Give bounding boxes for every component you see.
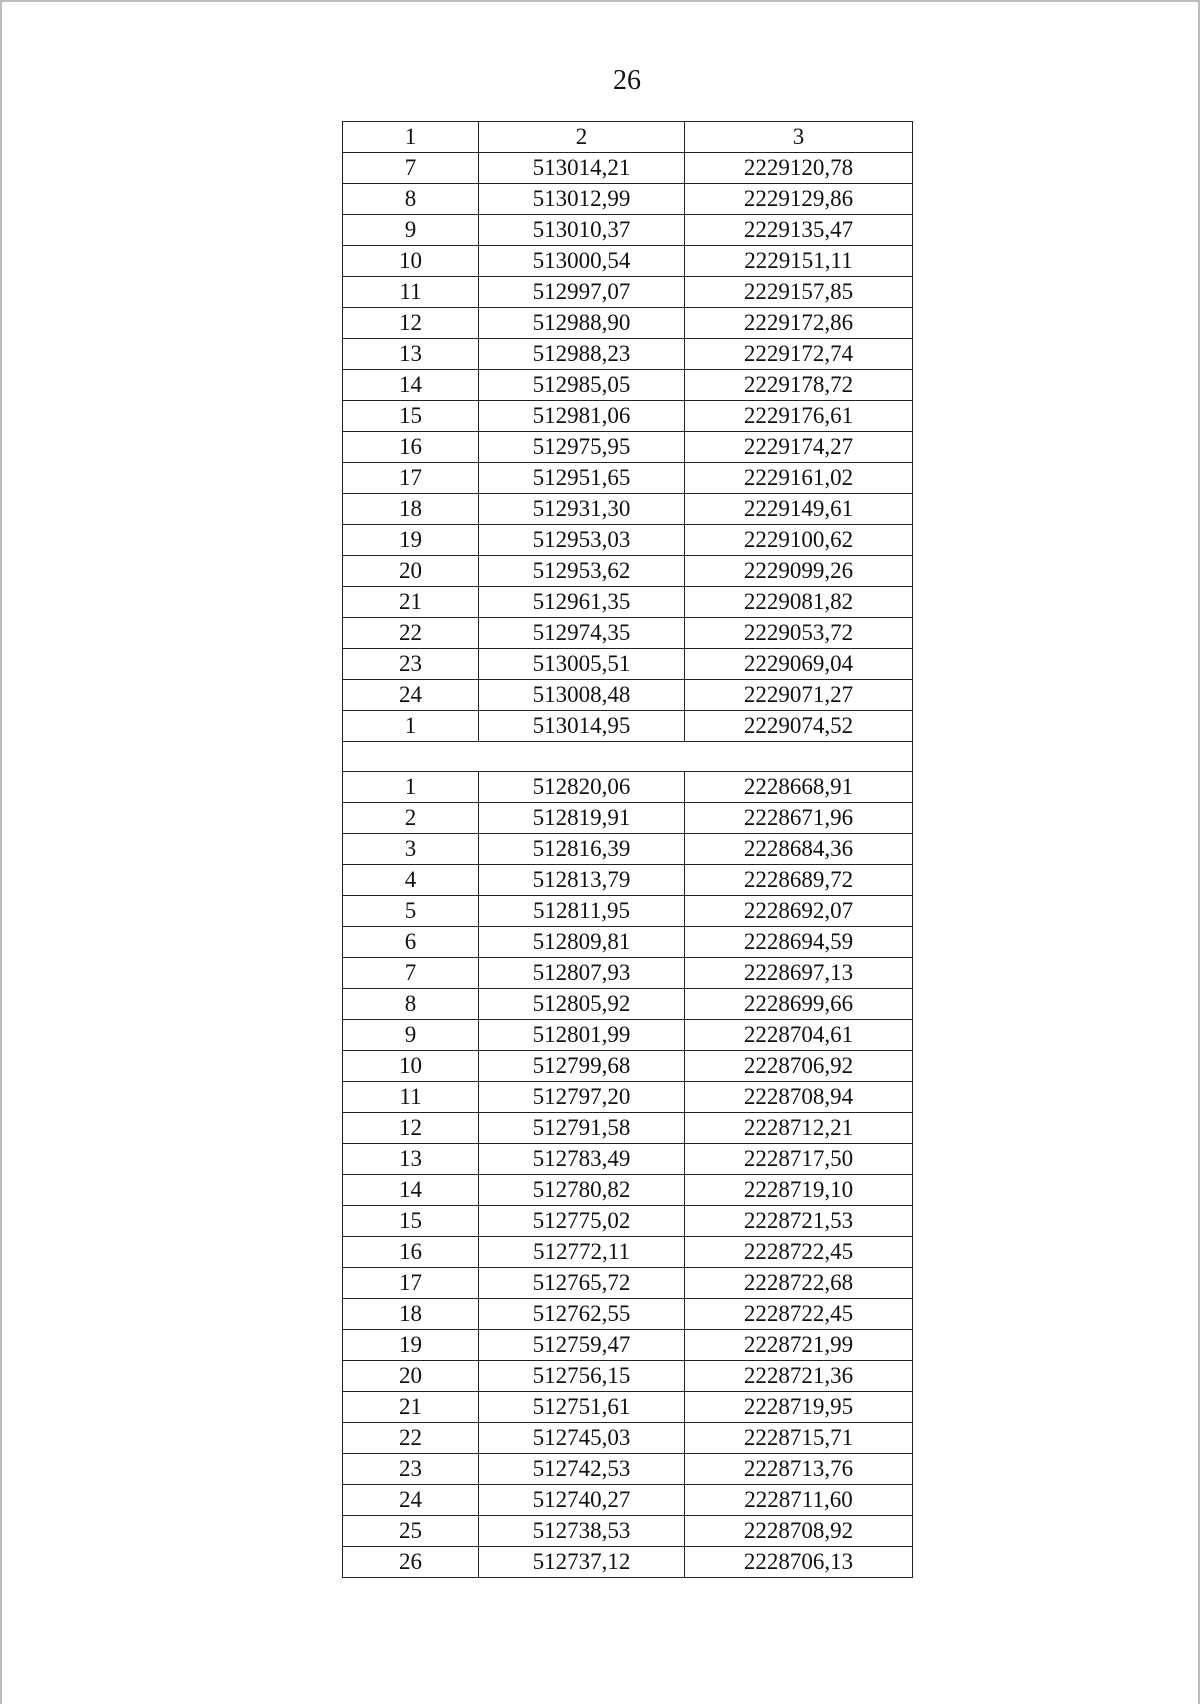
point-number-cell: 22 [343, 618, 479, 649]
y-coordinate-cell: 2229071,27 [685, 680, 913, 711]
x-coordinate-cell: 512988,23 [479, 339, 685, 370]
y-coordinate-cell: 2228721,99 [685, 1330, 913, 1361]
y-coordinate-cell: 2229176,61 [685, 401, 913, 432]
scan-edge-top [0, 0, 1200, 2]
x-coordinate-cell: 513012,99 [479, 184, 685, 215]
point-number-cell: 9 [343, 1020, 479, 1051]
point-number-cell: 8 [343, 184, 479, 215]
x-coordinate-cell: 512953,03 [479, 525, 685, 556]
point-number-cell: 7 [343, 958, 479, 989]
x-coordinate-cell: 512805,92 [479, 989, 685, 1020]
x-coordinate-cell: 512811,95 [479, 896, 685, 927]
x-coordinate-cell: 512772,11 [479, 1237, 685, 1268]
y-coordinate-cell: 2228713,76 [685, 1454, 913, 1485]
point-number-cell: 8 [343, 989, 479, 1020]
x-coordinate-cell: 512975,95 [479, 432, 685, 463]
x-coordinate-cell: 512775,02 [479, 1206, 685, 1237]
y-coordinate-cell: 2229053,72 [685, 618, 913, 649]
table-row [343, 1113, 913, 1144]
x-coordinate-cell: 512738,53 [479, 1516, 685, 1547]
y-coordinate-cell: 2228708,94 [685, 1082, 913, 1113]
y-coordinate-cell: 2228689,72 [685, 865, 913, 896]
table-row [343, 865, 913, 896]
y-coordinate-cell: 2229074,52 [685, 711, 913, 742]
y-coordinate-cell: 2229069,04 [685, 649, 913, 680]
y-coordinate-cell: 2228712,21 [685, 1113, 913, 1144]
y-coordinate-cell: 2229100,62 [685, 525, 913, 556]
y-coordinate-cell: 2228671,96 [685, 803, 913, 834]
x-coordinate-cell: 512791,58 [479, 1113, 685, 1144]
x-coordinate-cell: 512988,90 [479, 308, 685, 339]
point-number-cell: 4 [343, 865, 479, 896]
y-coordinate-cell: 2228706,92 [685, 1051, 913, 1082]
point-number-cell: 26 [343, 1547, 479, 1578]
table-row [343, 1175, 913, 1206]
table-row [343, 525, 913, 556]
x-coordinate-cell: 513014,21 [479, 153, 685, 184]
y-coordinate-cell: 2228719,95 [685, 1392, 913, 1423]
table-row [343, 1330, 913, 1361]
x-coordinate-cell: 512951,65 [479, 463, 685, 494]
y-coordinate-cell: 2228697,13 [685, 958, 913, 989]
table-row [343, 1361, 913, 1392]
table-row [343, 649, 913, 680]
table-row [343, 401, 913, 432]
table-row [343, 711, 913, 742]
x-coordinate-cell: 512759,47 [479, 1330, 685, 1361]
y-coordinate-cell: 2228715,71 [685, 1423, 913, 1454]
x-coordinate-cell: 513000,54 [479, 246, 685, 277]
x-coordinate-cell: 512737,12 [479, 1547, 685, 1578]
table-row [343, 1485, 913, 1516]
y-coordinate-cell: 2229157,85 [685, 277, 913, 308]
point-number-cell: 2 [343, 803, 479, 834]
x-coordinate-cell: 512797,20 [479, 1082, 685, 1113]
y-coordinate-cell: 2229129,86 [685, 184, 913, 215]
point-number-cell: 15 [343, 1206, 479, 1237]
point-number-cell: 6 [343, 927, 479, 958]
point-number-cell: 18 [343, 494, 479, 525]
table-row [343, 308, 913, 339]
x-coordinate-cell: 512985,05 [479, 370, 685, 401]
point-number-cell: 5 [343, 896, 479, 927]
table-row [343, 587, 913, 618]
point-number-cell: 7 [343, 153, 479, 184]
y-coordinate-cell: 2229178,72 [685, 370, 913, 401]
x-coordinate-cell: 512780,82 [479, 1175, 685, 1206]
table-row [343, 834, 913, 865]
y-coordinate-cell: 2228699,66 [685, 989, 913, 1020]
x-coordinate-cell: 512742,53 [479, 1454, 685, 1485]
table-row [343, 215, 913, 246]
header-cell-x: 2 [479, 122, 685, 153]
point-number-cell: 10 [343, 246, 479, 277]
table-row [343, 1423, 913, 1454]
x-coordinate-cell: 513005,51 [479, 649, 685, 680]
y-coordinate-cell: 2228722,68 [685, 1268, 913, 1299]
page-number: 26 [613, 65, 641, 96]
y-coordinate-cell: 2228668,91 [685, 772, 913, 803]
x-coordinate-cell: 512799,68 [479, 1051, 685, 1082]
point-number-cell: 16 [343, 432, 479, 463]
table-row [343, 1020, 913, 1051]
table-header-row [343, 122, 913, 153]
table-row [343, 277, 913, 308]
x-coordinate-cell: 512997,07 [479, 277, 685, 308]
y-coordinate-cell: 2229161,02 [685, 463, 913, 494]
point-number-cell: 11 [343, 1082, 479, 1113]
y-coordinate-cell: 2228684,36 [685, 834, 913, 865]
point-number-cell: 20 [343, 556, 479, 587]
point-number-cell: 22 [343, 1423, 479, 1454]
table-row [343, 1206, 913, 1237]
point-number-cell: 21 [343, 587, 479, 618]
point-number-cell: 13 [343, 339, 479, 370]
header-cell-point: 1 [343, 122, 479, 153]
table-row [343, 618, 913, 649]
x-coordinate-cell: 512751,61 [479, 1392, 685, 1423]
y-coordinate-cell: 2229099,26 [685, 556, 913, 587]
table-row [343, 184, 913, 215]
x-coordinate-cell: 512974,35 [479, 618, 685, 649]
point-number-cell: 16 [343, 1237, 479, 1268]
table-row [343, 339, 913, 370]
y-coordinate-cell: 2229120,78 [685, 153, 913, 184]
x-coordinate-cell: 513008,48 [479, 680, 685, 711]
y-coordinate-cell: 2228694,59 [685, 927, 913, 958]
point-number-cell: 12 [343, 308, 479, 339]
table-row [343, 896, 913, 927]
x-coordinate-cell: 512809,81 [479, 927, 685, 958]
scan-edge-left [0, 0, 2, 1704]
x-coordinate-cell: 512740,27 [479, 1485, 685, 1516]
y-coordinate-cell: 2228704,61 [685, 1020, 913, 1051]
table-row [343, 989, 913, 1020]
y-coordinate-cell: 2229172,74 [685, 339, 913, 370]
point-number-cell: 13 [343, 1144, 479, 1175]
point-number-cell: 1 [343, 772, 479, 803]
x-coordinate-cell: 512961,35 [479, 587, 685, 618]
table-row [343, 680, 913, 711]
x-coordinate-cell: 512762,55 [479, 1299, 685, 1330]
y-coordinate-cell: 2228717,50 [685, 1144, 913, 1175]
x-coordinate-cell: 512953,62 [479, 556, 685, 587]
x-coordinate-cell: 512820,06 [479, 772, 685, 803]
y-coordinate-cell: 2229081,82 [685, 587, 913, 618]
x-coordinate-cell: 513010,37 [479, 215, 685, 246]
point-number-cell: 14 [343, 1175, 479, 1206]
coordinates-table [342, 121, 913, 1578]
header-cell-y: 3 [685, 122, 913, 153]
x-coordinate-cell: 512756,15 [479, 1361, 685, 1392]
point-number-cell: 17 [343, 463, 479, 494]
x-coordinate-cell: 512816,39 [479, 834, 685, 865]
table-row [343, 1082, 913, 1113]
y-coordinate-cell: 2229149,61 [685, 494, 913, 525]
table-row [343, 803, 913, 834]
table-row [343, 1392, 913, 1423]
table-row [343, 1516, 913, 1547]
point-number-cell: 14 [343, 370, 479, 401]
point-number-cell: 12 [343, 1113, 479, 1144]
table-row [343, 1454, 913, 1485]
point-number-cell: 23 [343, 649, 479, 680]
y-coordinate-cell: 2228719,10 [685, 1175, 913, 1206]
point-number-cell: 9 [343, 215, 479, 246]
table-row [343, 246, 913, 277]
x-coordinate-cell: 512807,93 [479, 958, 685, 989]
point-number-cell: 23 [343, 1454, 479, 1485]
x-coordinate-cell: 512981,06 [479, 401, 685, 432]
x-coordinate-cell: 512931,30 [479, 494, 685, 525]
x-coordinate-cell: 512801,99 [479, 1020, 685, 1051]
table-row [343, 1237, 913, 1268]
point-number-cell: 19 [343, 1330, 479, 1361]
point-number-cell: 25 [343, 1516, 479, 1547]
y-coordinate-cell: 2228721,36 [685, 1361, 913, 1392]
table-row [343, 1299, 913, 1330]
x-coordinate-cell: 513014,95 [479, 711, 685, 742]
point-number-cell: 18 [343, 1299, 479, 1330]
y-coordinate-cell: 2228692,07 [685, 896, 913, 927]
point-number-cell: 17 [343, 1268, 479, 1299]
coordinates-table-body [343, 122, 913, 1578]
table-row [343, 370, 913, 401]
point-number-cell: 15 [343, 401, 479, 432]
table-row [343, 1144, 913, 1175]
table-row [343, 1547, 913, 1578]
point-number-cell: 10 [343, 1051, 479, 1082]
point-number-cell: 11 [343, 277, 479, 308]
table-row [343, 494, 913, 525]
x-coordinate-cell: 512745,03 [479, 1423, 685, 1454]
table-row [343, 463, 913, 494]
table-row [343, 153, 913, 184]
y-coordinate-cell: 2228706,13 [685, 1547, 913, 1578]
point-number-cell: 21 [343, 1392, 479, 1423]
table-row [343, 432, 913, 463]
table-row [343, 772, 913, 803]
point-number-cell: 24 [343, 1485, 479, 1516]
y-coordinate-cell: 2229172,86 [685, 308, 913, 339]
point-number-cell: 19 [343, 525, 479, 556]
point-number-cell: 24 [343, 680, 479, 711]
y-coordinate-cell: 2228722,45 [685, 1237, 913, 1268]
y-coordinate-cell: 2229174,27 [685, 432, 913, 463]
table-row [343, 927, 913, 958]
x-coordinate-cell: 512819,91 [479, 803, 685, 834]
table-row [343, 958, 913, 989]
block-separator-cell [343, 742, 913, 772]
x-coordinate-cell: 512765,72 [479, 1268, 685, 1299]
y-coordinate-cell: 2228722,45 [685, 1299, 913, 1330]
table-row [343, 556, 913, 587]
y-coordinate-cell: 2229151,11 [685, 246, 913, 277]
y-coordinate-cell: 2229135,47 [685, 215, 913, 246]
y-coordinate-cell: 2228721,53 [685, 1206, 913, 1237]
point-number-cell: 1 [343, 711, 479, 742]
table-row [343, 1268, 913, 1299]
block-separator-row [343, 742, 913, 772]
table-row [343, 1051, 913, 1082]
point-number-cell: 20 [343, 1361, 479, 1392]
y-coordinate-cell: 2228708,92 [685, 1516, 913, 1547]
point-number-cell: 3 [343, 834, 479, 865]
x-coordinate-cell: 512783,49 [479, 1144, 685, 1175]
y-coordinate-cell: 2228711,60 [685, 1485, 913, 1516]
x-coordinate-cell: 512813,79 [479, 865, 685, 896]
